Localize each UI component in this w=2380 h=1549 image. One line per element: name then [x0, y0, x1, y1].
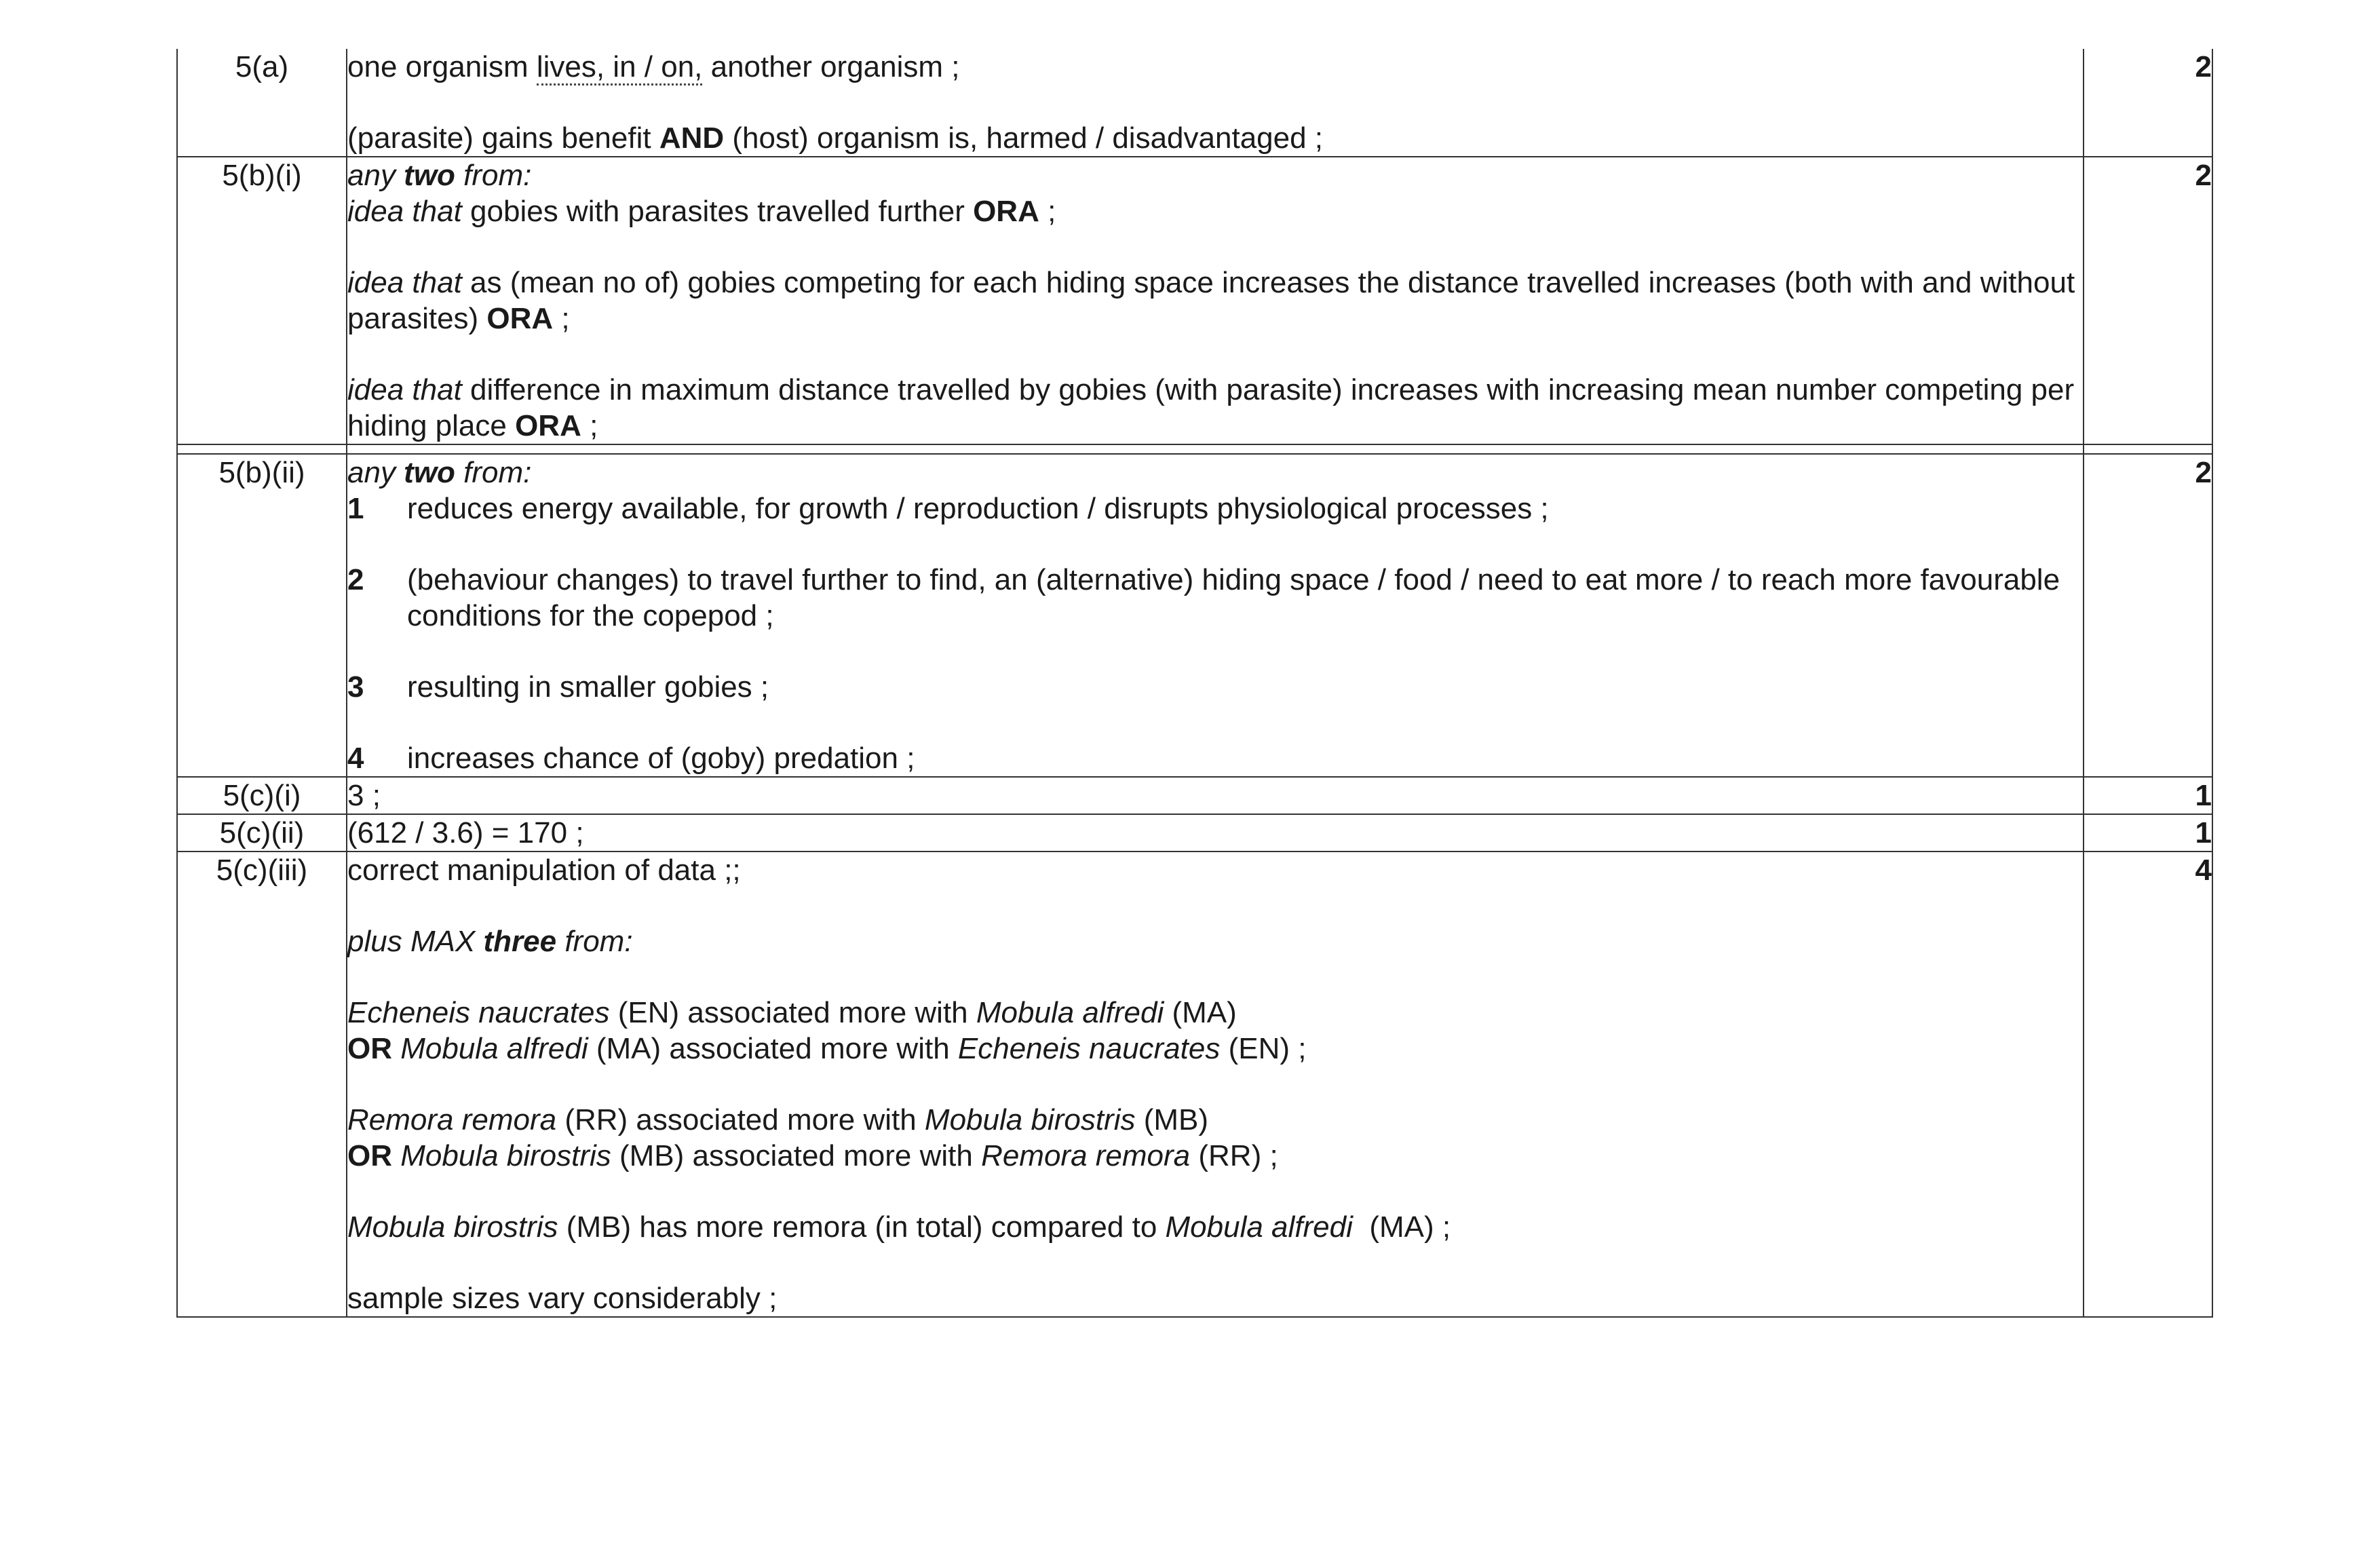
- species-name: Remora remora: [981, 1139, 1191, 1172]
- numbered-point: [347, 562, 2083, 634]
- question-number: 5(a): [177, 49, 347, 157]
- numbered-point: [347, 740, 2083, 776]
- text: any: [347, 159, 404, 192]
- point-number: 2: [347, 563, 364, 596]
- italic-text: idea that: [347, 266, 462, 299]
- numbered-point: [347, 669, 2083, 705]
- text: as (mean no of) gobies competing for each hiding space increases the distance travelled increases (both with and without parasites): [347, 266, 2075, 335]
- table-row: [177, 454, 2212, 777]
- point-text: reduces energy available, for growth / reproduction / disrupts physiological processes ;: [407, 492, 1549, 525]
- mark-value: 2: [2084, 454, 2212, 777]
- answer-line: sample sizes vary considerably ;: [347, 1282, 778, 1315]
- table-row: [177, 157, 2212, 444]
- intro-line: [347, 157, 2083, 193]
- answer-cell: [347, 157, 2084, 444]
- text: from:: [455, 159, 532, 192]
- intro-line: [347, 455, 2083, 491]
- species-name: Mobula birostris: [924, 1103, 1136, 1136]
- answer-line: [347, 193, 2083, 229]
- text: one organism: [347, 50, 537, 83]
- species-name: Echeneis naucrates: [347, 996, 610, 1029]
- answer-line: (612 / 3.6) = 170 ;: [347, 816, 584, 849]
- text: (MA): [1164, 996, 1237, 1029]
- text: (parasite) gains benefit: [347, 121, 659, 155]
- answer-line: [347, 995, 2083, 1031]
- text: (MB) associated more with: [611, 1139, 982, 1172]
- answer-cell: [347, 777, 2084, 814]
- bold-text: ORA: [973, 195, 1039, 228]
- question-number: 5(c)(iii): [177, 852, 347, 1317]
- underlined-text: lives, in / on,: [537, 50, 703, 85]
- text: (EN) ;: [1220, 1032, 1307, 1065]
- text: difference in maximum distance travelled by gobies (with parasite) increases with increasing mean number competing per hiding place: [347, 373, 2075, 442]
- species-name: Mobula birostris: [347, 1210, 558, 1244]
- mark-value: 4: [2084, 852, 2212, 1317]
- answer-line: 3 ;: [347, 779, 381, 812]
- intro-line: [347, 923, 2083, 959]
- answer-cell: [347, 852, 2084, 1317]
- mark-scheme-table: [176, 49, 2213, 1318]
- answer-line: [347, 372, 2083, 444]
- answer-line: [347, 1031, 2083, 1067]
- bold-text: two: [404, 456, 455, 489]
- bold-text: two: [404, 159, 455, 192]
- table-row: [177, 49, 2212, 157]
- separator-cell: [177, 444, 347, 454]
- answer-cell: [347, 454, 2084, 777]
- italic-text: idea that: [347, 195, 462, 228]
- text: (RR) associated more with: [556, 1103, 925, 1136]
- bold-text: AND: [659, 121, 725, 155]
- bold-text: three: [483, 925, 557, 958]
- bold-text: ORA: [486, 302, 554, 335]
- text: (EN) associated more with: [609, 996, 976, 1029]
- text: (host) organism is, harmed / disadvantaged ;: [724, 121, 1324, 155]
- table-row: [177, 814, 2212, 852]
- bold-text: OR: [347, 1032, 392, 1065]
- text: (MB): [1135, 1103, 1209, 1136]
- text: from:: [455, 456, 532, 489]
- text: (MA) associated more with: [588, 1032, 958, 1065]
- mark-value: 1: [2084, 814, 2212, 852]
- answer-line: [347, 120, 2083, 156]
- question-number: 5(c)(ii): [177, 814, 347, 852]
- point-number: 4: [347, 742, 364, 775]
- text: another organism ;: [702, 50, 960, 83]
- answer-line: [347, 1209, 2083, 1245]
- text: ;: [581, 409, 598, 442]
- point-number: 3: [347, 670, 364, 704]
- text: (MA) ;: [1352, 1210, 1451, 1244]
- numbered-point: [347, 491, 2083, 527]
- point-number: 1: [347, 492, 364, 525]
- text: gobies with parasites travelled further: [461, 195, 974, 228]
- question-number: 5(b)(ii): [177, 454, 347, 777]
- answer-line: [347, 1102, 2083, 1138]
- answer-line: correct manipulation of data ;;: [347, 854, 741, 887]
- answer-line: [347, 49, 2083, 85]
- mark-value: 2: [2084, 49, 2212, 157]
- bold-text: OR: [347, 1139, 392, 1172]
- mark-value: 1: [2084, 777, 2212, 814]
- species-name: Mobula alfredi: [976, 996, 1164, 1029]
- answer-line: [347, 265, 2083, 337]
- row-separator: [177, 444, 2212, 454]
- text: (RR) ;: [1190, 1139, 1278, 1172]
- mark-value: 2: [2084, 157, 2212, 444]
- point-text: increases chance of (goby) predation ;: [407, 742, 915, 775]
- separator-cell: [347, 444, 2084, 454]
- point-text: (behaviour changes) to travel further to find, an (alternative) hiding space / food / need to eat more / to reach more favourable conditions for the copepod ;: [407, 563, 2060, 632]
- question-number: 5(b)(i): [177, 157, 347, 444]
- text: any: [347, 456, 404, 489]
- separator-cell: [2084, 444, 2212, 454]
- species-name: Mobula alfredi: [392, 1032, 588, 1065]
- species-name: Echeneis naucrates: [957, 1032, 1221, 1065]
- answer-cell: [347, 814, 2084, 852]
- text: ;: [1039, 195, 1056, 228]
- species-name: Remora remora: [347, 1103, 557, 1136]
- question-number: 5(c)(i): [177, 777, 347, 814]
- answer-cell: [347, 49, 2084, 157]
- bold-text: ORA: [515, 409, 581, 442]
- text: ;: [553, 302, 570, 335]
- table-row: [177, 852, 2212, 1317]
- answer-line: [347, 1138, 2083, 1174]
- text: plus MAX: [347, 925, 484, 958]
- species-name: Mobula birostris: [392, 1139, 611, 1172]
- table-row: [177, 777, 2212, 814]
- text: from:: [556, 925, 633, 958]
- point-text: resulting in smaller gobies ;: [407, 670, 769, 704]
- text: (MB) has more remora (in total) compared to: [558, 1210, 1166, 1244]
- italic-text: idea that: [347, 373, 462, 406]
- species-name: Mobula alfredi: [1165, 1210, 1353, 1244]
